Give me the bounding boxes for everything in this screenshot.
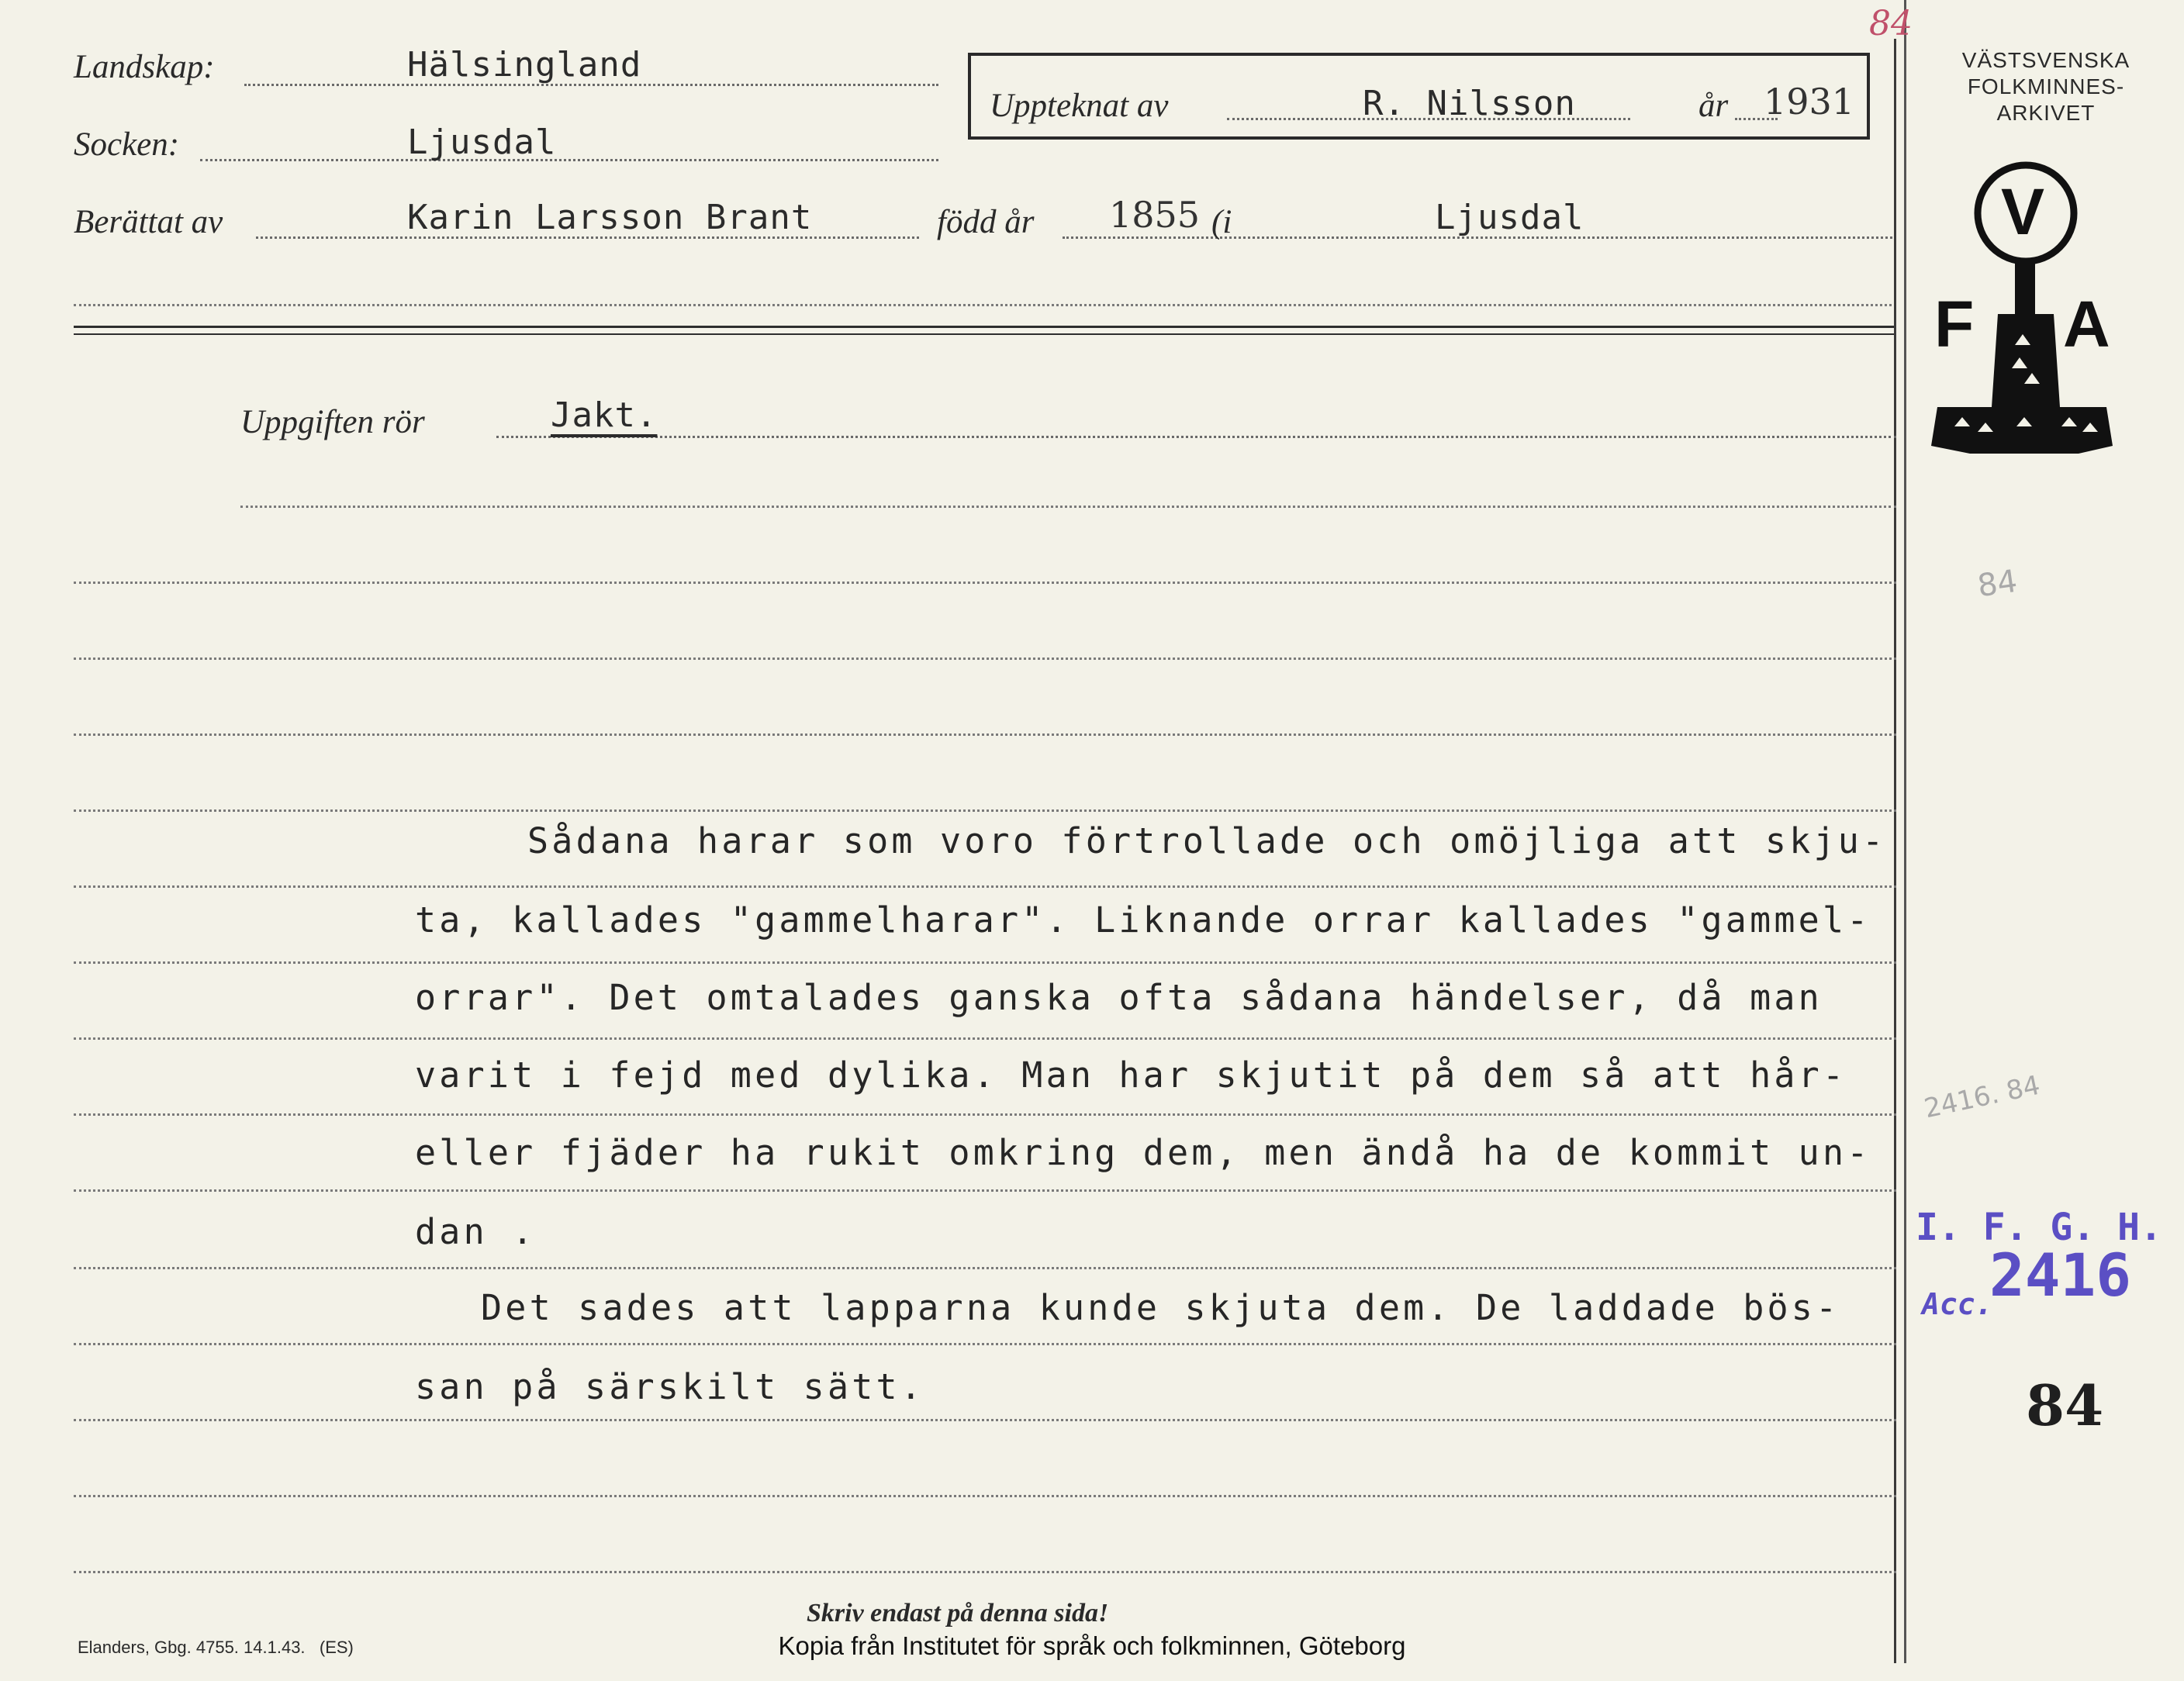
ruled-line bbox=[74, 809, 1896, 812]
ruled-line bbox=[74, 658, 1896, 660]
place-value: Ljusdal bbox=[1435, 198, 1584, 237]
recorder-box bbox=[968, 53, 1870, 140]
landskap-value: Hälsingland bbox=[407, 45, 642, 85]
stamp-number: 2416 bbox=[1989, 1241, 2132, 1310]
socken-value: Ljusdal bbox=[407, 123, 557, 162]
body-line-7: Det sades att lapparna kunde skjuta dem. De laddade bös- bbox=[481, 1287, 1840, 1328]
archive-line-3: ARKIVET bbox=[1996, 101, 2096, 125]
landskap-label: Landskap: bbox=[74, 49, 215, 85]
logo-v-letter: V bbox=[2001, 175, 2045, 248]
ruled-line bbox=[74, 885, 1896, 888]
copy-notice: Kopia från Institutet för språk och folkminnen, Göteborg bbox=[778, 1631, 1406, 1660]
socken-dotted-line bbox=[200, 159, 938, 161]
body-line-5: eller fjäder ha rukit omkring dem, men ändå ha de kommit un- bbox=[415, 1132, 1871, 1173]
double-rule-bottom bbox=[74, 333, 1896, 335]
archive-logo bbox=[1923, 159, 2125, 461]
archive-line-2: FOLKMINNES- bbox=[1967, 74, 2125, 98]
fodd-label: född år bbox=[937, 204, 1035, 240]
stamp-ifgh: I. F. G. H. bbox=[1916, 1206, 2162, 1249]
red-top-number: 84 bbox=[1869, 4, 1913, 43]
double-rule-top bbox=[74, 326, 1896, 328]
ruled-line bbox=[74, 733, 1896, 736]
body-line-4: varit i fejd med dylika. Man har skjutit på dem så att hår- bbox=[415, 1055, 1847, 1096]
ruled-line bbox=[74, 1495, 1896, 1497]
body-line-6: dan . bbox=[415, 1211, 537, 1252]
body-line-2: ta, kallades "gammelharar". Liknande orrar kallades "gammel- bbox=[415, 899, 1871, 941]
recorder-label: Uppteknat av bbox=[990, 88, 1169, 124]
pencil-reference: 2416. 84 bbox=[1921, 1069, 2043, 1125]
fodd-value: 1855 bbox=[1109, 194, 1201, 236]
ruled-line bbox=[240, 506, 1896, 508]
berattat-value: Karin Larsson Brant bbox=[407, 198, 813, 237]
year-label: år bbox=[1698, 88, 1729, 124]
pencil-84: 84 bbox=[1975, 563, 2020, 605]
body-line-1: Sådana harar som voro förtrollade och omöjliga att skju- bbox=[527, 820, 1887, 861]
header-blank-line bbox=[74, 304, 1896, 306]
ruled-line bbox=[74, 1419, 1896, 1421]
ruled-line bbox=[74, 1343, 1896, 1345]
printer-note: Elanders, Gbg. 4755. 14.1.43. (ES) bbox=[78, 1638, 354, 1657]
right-margin-line-2 bbox=[1904, 0, 1906, 1663]
body-line-8: san på särskilt sätt. bbox=[415, 1366, 925, 1407]
ruled-line bbox=[74, 1037, 1896, 1040]
ruled-line bbox=[74, 582, 1896, 584]
fodd-i-label: (i bbox=[1211, 204, 1232, 240]
subject-value: Jakt. bbox=[551, 395, 658, 435]
ruled-line bbox=[74, 961, 1896, 964]
ruled-line bbox=[74, 1113, 1896, 1116]
footer-instruction: Skriv endast på denna sida! bbox=[807, 1599, 1109, 1627]
archive-line-1: VÄSTSVENSKA bbox=[1961, 48, 2130, 72]
logo-f-letter: F bbox=[1934, 288, 1975, 361]
stamp-acc: Acc. bbox=[1922, 1287, 1993, 1321]
page-number: 84 bbox=[2026, 1372, 2104, 1438]
ruled-line bbox=[74, 1189, 1896, 1192]
berattat-label: Berättat av bbox=[74, 204, 223, 240]
ruled-line bbox=[74, 1571, 1896, 1573]
logo-a-letter: A bbox=[2063, 288, 2110, 361]
socken-label: Socken: bbox=[74, 126, 180, 163]
subject-label: Uppgiften rör bbox=[240, 404, 425, 440]
subject-dotted-line bbox=[496, 436, 1896, 438]
body-line-3: orrar". Det omtalades ganska ofta sådana händelser, då man bbox=[415, 977, 1823, 1018]
ruled-line bbox=[74, 1267, 1896, 1269]
recorder-name: R. Nilsson bbox=[1363, 84, 1576, 123]
year-value: 1931 bbox=[1764, 81, 1855, 123]
